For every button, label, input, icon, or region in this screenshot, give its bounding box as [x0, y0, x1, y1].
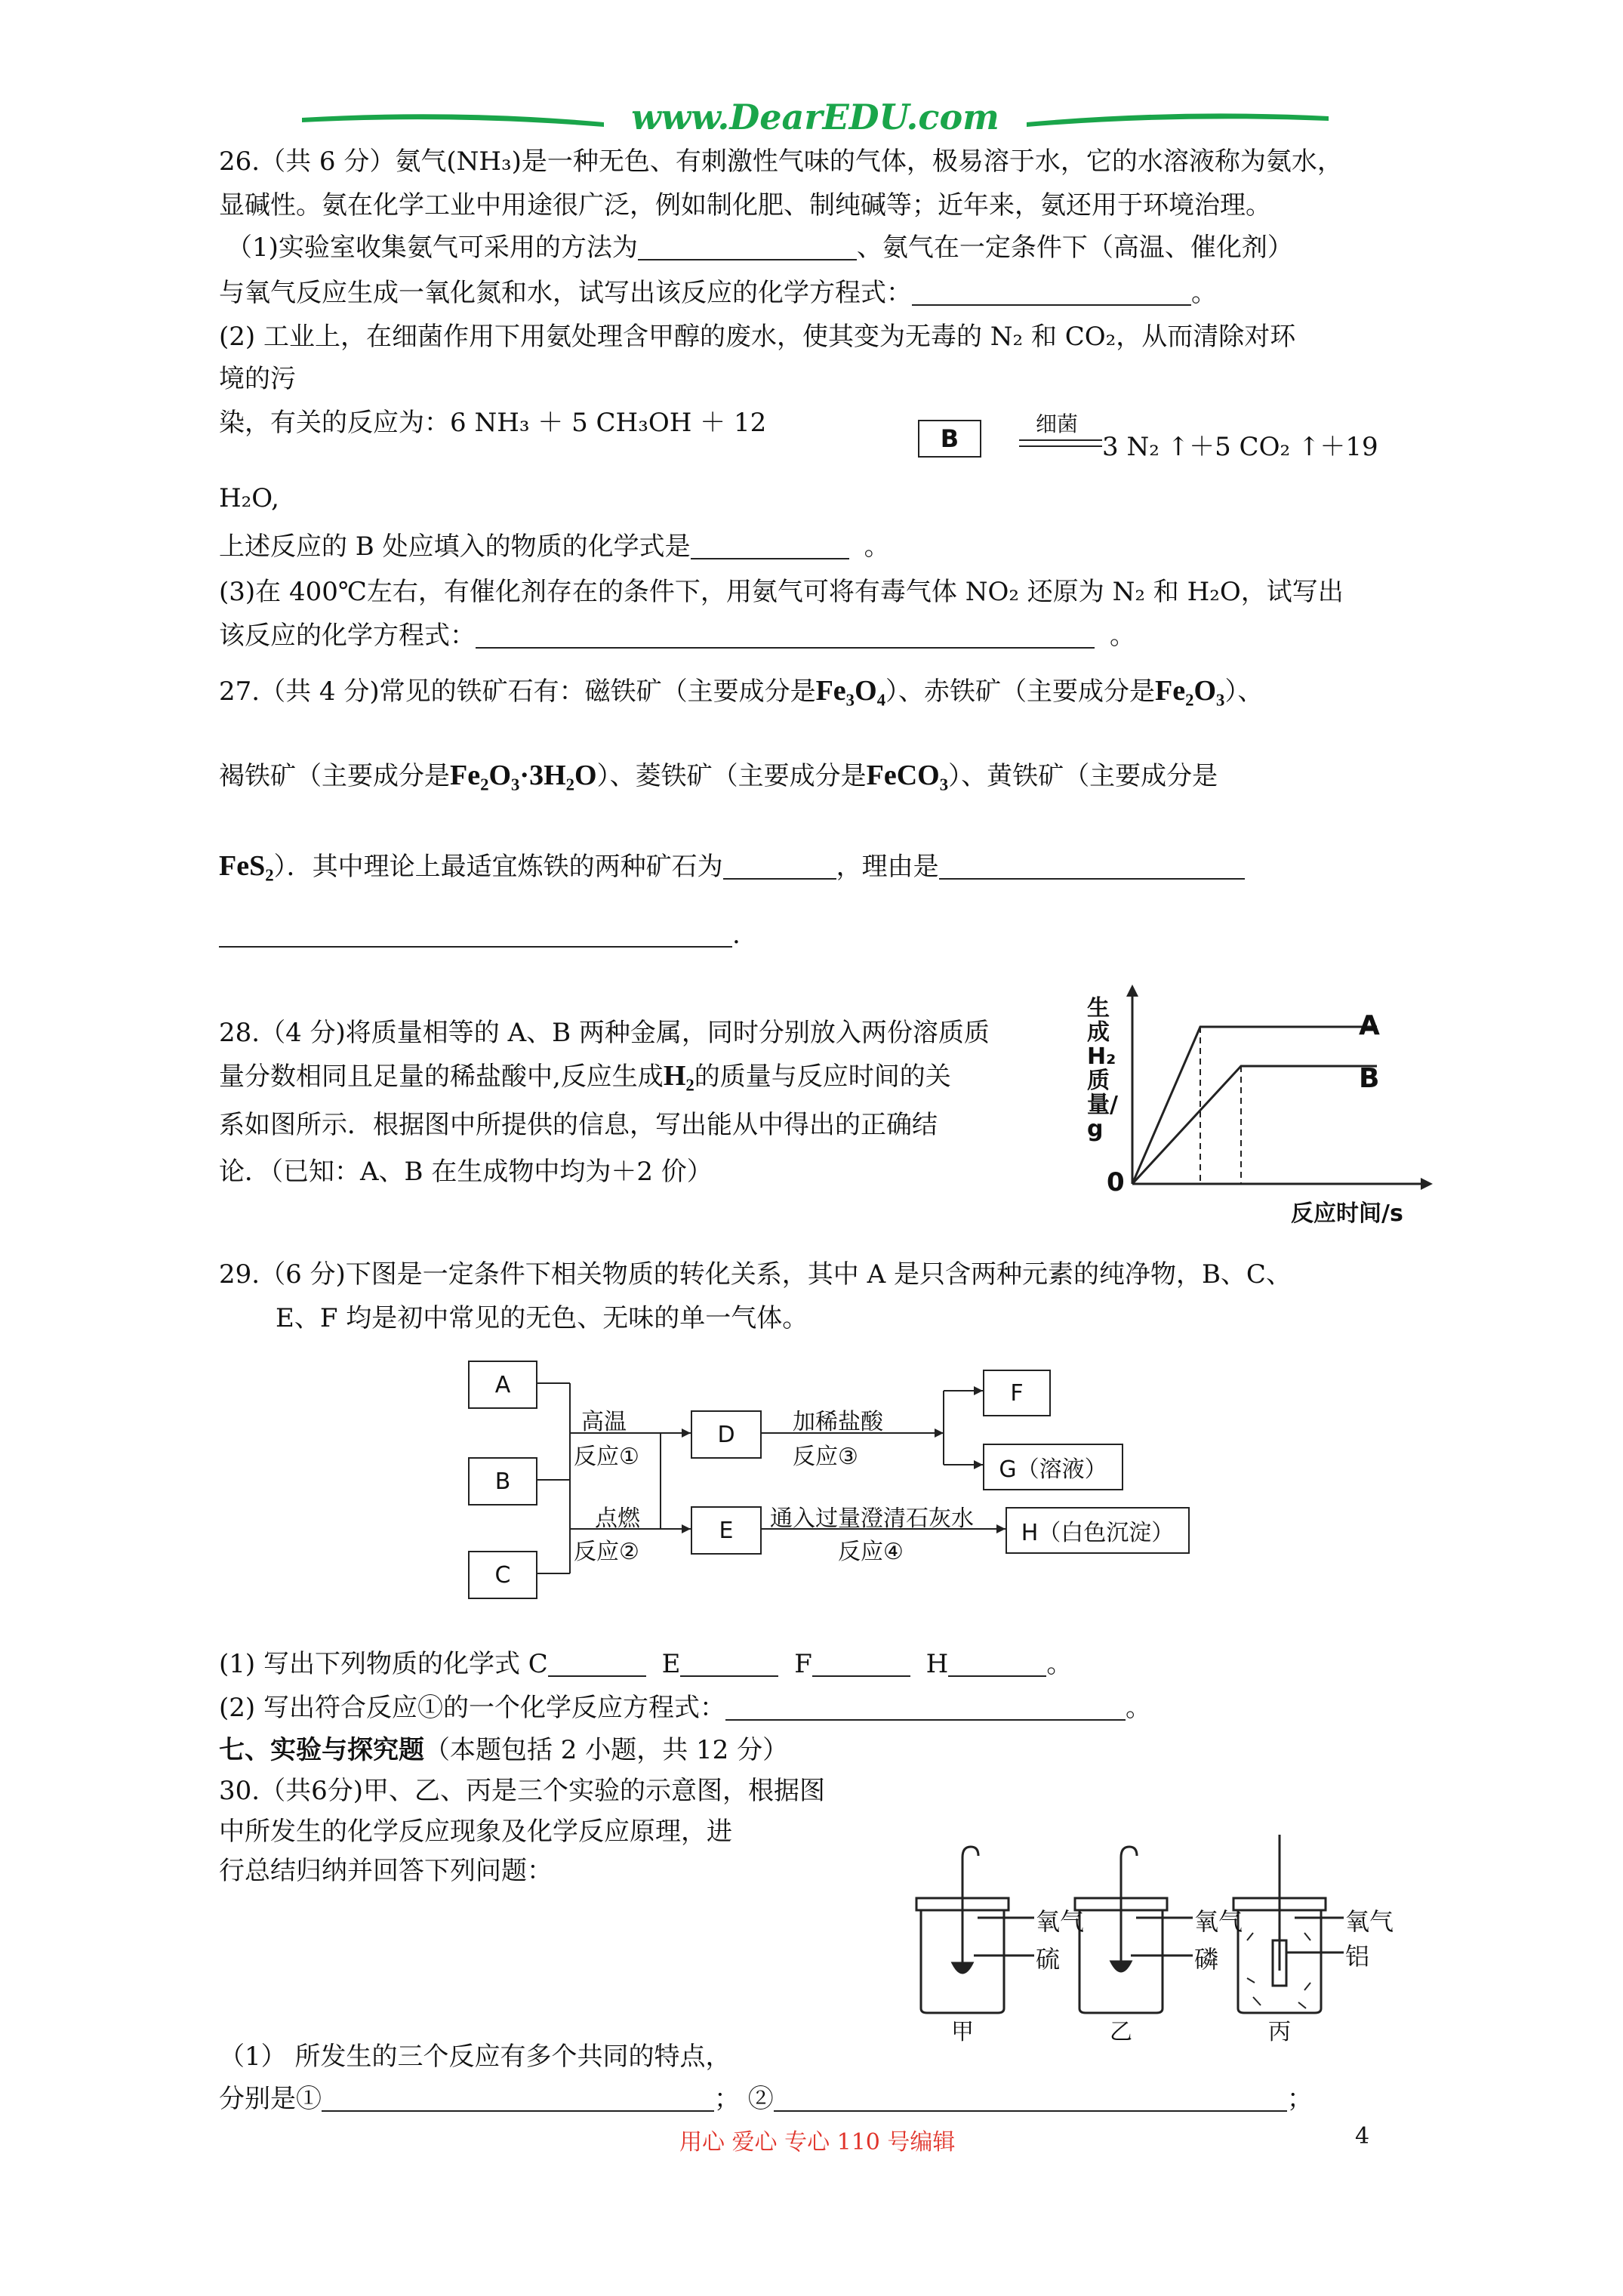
node-d	[691, 1410, 762, 1459]
y-axis-arrow-icon	[1126, 985, 1138, 997]
box-b-label: B	[940, 424, 959, 453]
reaction-1-top: 高温	[581, 1409, 627, 1435]
node-g	[983, 1444, 1123, 1490]
q29-line-1: 29.（6 分)下图是一定条件下相关物质的转化关系，其中 A 是只含两种元素的纯净物，B、C、	[219, 1259, 1292, 1290]
footer-text: 用心 爱心 专心 110 号编辑	[679, 2129, 956, 2156]
q29-text: H	[925, 1649, 949, 1679]
q28-text: 量分数相同且足量的稀盐酸中,反应生成	[219, 1062, 664, 1092]
chart-xlabel: 反应时间/s	[1291, 1200, 1403, 1227]
node-g-label: G（溶液）	[999, 1456, 1107, 1483]
reaction-4-bottom: 反应④	[838, 1539, 904, 1565]
answer-blank[interactable]	[680, 1650, 778, 1677]
answer-blank[interactable]	[548, 1650, 646, 1677]
formula-feco3: FeCO₃	[866, 760, 949, 791]
node-h	[1006, 1507, 1190, 1554]
q30-line-3: 行总结归纳并回答下列问题：	[219, 1856, 553, 1886]
formula-fe2o3: Fe₂O₃	[1155, 675, 1225, 707]
answer-blank[interactable]	[725, 1693, 1126, 1721]
formula-fes2: FeS₂	[219, 850, 274, 882]
q26-text: 、氨气在一定条件下（高温、催化剂）	[856, 233, 1293, 263]
q26-line-5: (2) 工业上，在细菌作用下用氨处理含甲醇的废水，使其变为无毒的 N₂ 和 CO₂，从而清除对环	[219, 322, 1296, 352]
q26-line-7b: 3 N₂ ↑＋5 CO₂ ↑＋19	[1102, 432, 1378, 462]
section-7-title: 七、实验与探究题	[219, 1735, 424, 1765]
reaction-3-bottom: 反应③	[793, 1444, 858, 1470]
q27-text: ）、黄铁矿（主要成分是	[948, 761, 1218, 791]
q26-line-6: 境的污	[219, 364, 296, 394]
q29-text: 。	[1125, 1693, 1151, 1723]
q29-sub-1	[219, 1643, 1072, 1680]
header-banner	[302, 97, 1329, 142]
formula-limonite: Fe₂O₃·3H₂O	[450, 760, 597, 791]
node-c	[468, 1551, 537, 1599]
q26-line-9	[219, 525, 890, 562]
series-a-label: A	[1359, 1010, 1380, 1041]
q29-text: (1) 写出下列物质的化学式 C	[219, 1649, 548, 1679]
node-h-label: H（白色沉淀）	[1021, 1520, 1175, 1546]
jar-2-gas: 氧气	[1194, 1907, 1243, 1936]
jar-3-gas: 氧气	[1345, 1907, 1394, 1936]
q26-text: 。	[864, 532, 890, 562]
combustion-experiments	[906, 1835, 1394, 2045]
q30-line-2: 中所发生的化学反应现象及化学反应原理，进	[219, 1817, 732, 1847]
jar-2-substance: 磷	[1194, 1945, 1219, 1974]
node-f-label: F	[1010, 1379, 1024, 1407]
node-a	[468, 1361, 537, 1409]
jar-1-name: 甲	[951, 2019, 974, 2045]
q30-text: ； ②	[714, 2084, 774, 2114]
answer-blank[interactable]	[723, 852, 836, 880]
q26-text: 上述反应的 B 处应填入的物质的化学式是	[219, 532, 691, 562]
q26-text: 。	[1110, 621, 1135, 651]
q26-line-3	[226, 227, 1293, 264]
node-e	[691, 1506, 762, 1555]
q29-text: E	[661, 1649, 681, 1679]
reaction-4-top: 通入过量澄清石灰水	[770, 1505, 974, 1532]
q28-text: 的质量与反应时间的关	[694, 1062, 951, 1092]
q26-text: （1)实验室收集氨气可采用的方法为	[226, 233, 638, 263]
q26-line-2: 显碱性。氨在化学工业中用途很广泛，例如制化肥、制纯碱等；近年来，氨还用于环境治理。	[219, 190, 1271, 220]
q27-text: 27.（共 4 分)常见的铁矿石有：磁铁矿（主要成分是	[219, 676, 816, 707]
q27-text: ）、赤铁矿（主要成分是	[885, 676, 1156, 707]
q30-line-1: 30.（共6分)甲、乙、丙是三个实验的示意图，根据图	[219, 1776, 825, 1806]
q27-line-2	[219, 755, 1218, 792]
chart-ylabel: 生成H₂质量/g	[1087, 995, 1118, 1142]
q27-text: .	[732, 920, 741, 950]
answer-blank[interactable]	[774, 2085, 1287, 2112]
reaction-1-bottom: 反应①	[574, 1444, 639, 1470]
q28-line-2	[219, 1056, 951, 1093]
node-c-label: C	[494, 1561, 511, 1589]
q26-text: 。	[1191, 278, 1217, 308]
node-b	[468, 1457, 537, 1505]
series-b-label: B	[1359, 1063, 1380, 1094]
node-f	[983, 1370, 1051, 1416]
jars-figure	[906, 1835, 1374, 2039]
q26-line-11	[219, 615, 1135, 652]
answer-blank[interactable]	[322, 2085, 714, 2112]
node-d-label: D	[717, 1421, 735, 1448]
answer-blank[interactable]	[912, 279, 1191, 306]
q30-sub-1: （1） 所发生的三个反应有多个共同的特点，	[219, 2042, 731, 2072]
jar-1-gas: 氧气	[1036, 1907, 1085, 1936]
reaction-condition-label: 细菌	[1036, 411, 1079, 436]
q28-line-4: 论．（已知：A、B 在生成物中均为＋2 价）	[219, 1157, 713, 1187]
q26-text: 与氧气反应生成一氧化氮和水，试写出该反应的化学方程式：	[219, 278, 912, 308]
jar-2-name: 乙	[1110, 2019, 1132, 2045]
node-e-label: E	[719, 1517, 734, 1544]
q26-line-4	[219, 272, 1217, 309]
x-axis-arrow-icon	[1421, 1178, 1433, 1190]
q29-text: 。	[1046, 1649, 1073, 1679]
q29-sub-2	[219, 1687, 1151, 1724]
q27-text: ）、	[1224, 676, 1264, 707]
reaction-3-top: 加稀盐酸	[793, 1409, 883, 1435]
q26-text: 该反应的化学方程式：	[219, 621, 476, 651]
chart-origin-label: 0	[1107, 1167, 1125, 1197]
node-b-label: B	[494, 1468, 511, 1495]
answer-blank[interactable]	[219, 920, 732, 948]
q29-text: F	[794, 1649, 812, 1679]
answer-blank[interactable]	[476, 621, 1095, 649]
box-b	[918, 420, 981, 458]
q27-text: ，理由是	[836, 852, 939, 882]
q30-text: 分别是①	[219, 2084, 322, 2114]
formula-h2: H₂	[663, 1060, 694, 1092]
reaction-2-bottom: 反应②	[574, 1539, 639, 1565]
node-a-label: A	[494, 1371, 511, 1398]
jar-3-substance: 铝	[1345, 1942, 1370, 1971]
q29-text: (2) 写出符合反应①的一个化学反应方程式：	[219, 1693, 725, 1723]
q30-sub-1b	[219, 2078, 1313, 2115]
page-number: 4	[1355, 2123, 1370, 2150]
q27-text: ）．其中理论上最适宜炼铁的两种矿石为	[273, 852, 723, 882]
q27-text: 褐铁矿（主要成分是	[219, 761, 450, 791]
reaction-2-top: 点燃	[595, 1505, 640, 1532]
series-line-b	[1132, 1066, 1377, 1184]
answer-blank[interactable]	[691, 532, 849, 559]
q27-line-3	[219, 846, 1245, 883]
q30-text: ；	[1286, 2084, 1313, 2114]
q26-line-8: H₂O,	[219, 483, 279, 513]
reaction-equal-sign	[1019, 439, 1102, 447]
q28-line-1: 28.（4 分)将质量相等的 A、B 两种金属，同时分别放入两份溶质质	[219, 1018, 990, 1048]
q27-line-4	[219, 920, 741, 950]
formula-fe3o4: Fe₃O₄	[815, 675, 886, 707]
answer-blank[interactable]	[638, 233, 857, 260]
answer-blank[interactable]	[939, 852, 1245, 880]
header-site-text[interactable]: www.DearEDU.com	[631, 97, 999, 137]
jar-3-name: 丙	[1268, 2019, 1291, 2045]
section-7-note: （本题包括 2 小题，共 12 分）	[424, 1735, 789, 1765]
q26-line-1: 26.（共 6 分）氨气(NH₃)是一种无色、有刺激性气味的气体，极易溶于水，它的水溶液称为氨水，	[219, 146, 1343, 177]
q29-line-2: E、F 均是初中常见的无色、无味的单一气体。	[276, 1303, 808, 1333]
series-line-a	[1132, 1027, 1380, 1184]
section-7-heading	[219, 1729, 788, 1766]
h2-mass-chart	[1087, 982, 1434, 1231]
q27-line-1	[219, 670, 1263, 707]
chart-svg	[1087, 982, 1434, 1231]
q28-line-3: 系如图所示．根据图中所提供的信息，写出能从中得出的正确结	[219, 1110, 938, 1140]
conversion-diagram	[460, 1351, 1215, 1601]
q26-line-10: (3)在 400℃左右，有催化剂存在的条件下，用氨气可将有毒气体 NO₂ 还原为 N₂ 和 H₂O，试写出	[219, 577, 1344, 607]
q26-line-7: 染，有关的反应为：6 NH₃ ＋ 5 CH₃OH ＋ 12	[219, 408, 767, 438]
q27-text: ）、菱铁矿（主要成分是	[596, 761, 867, 791]
answer-blank[interactable]	[812, 1650, 910, 1677]
jar-1-substance: 硫	[1036, 1945, 1061, 1974]
answer-blank[interactable]	[948, 1650, 1046, 1677]
